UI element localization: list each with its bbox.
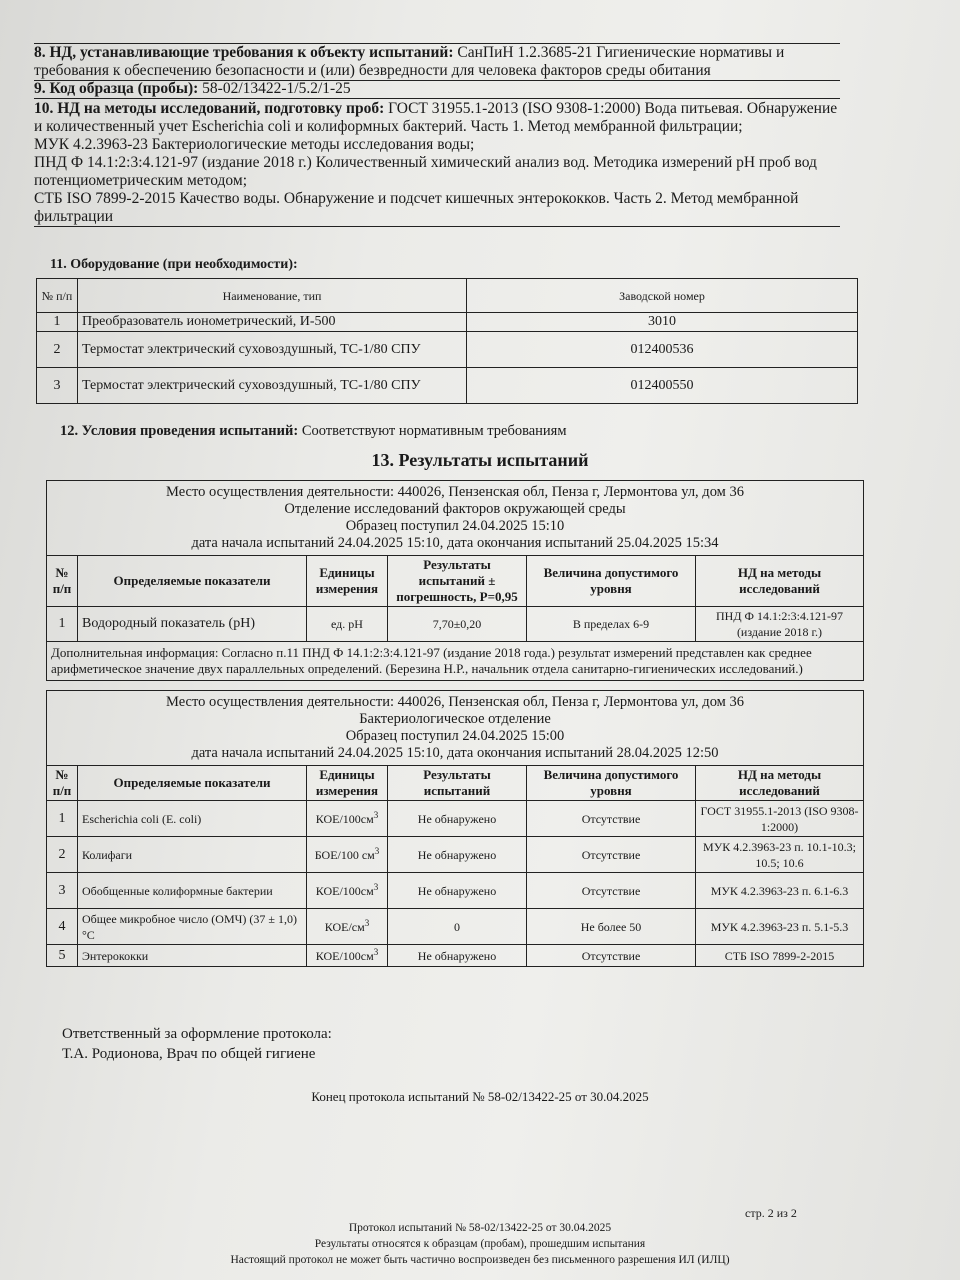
results-title: 13. Результаты испытаний	[371, 450, 589, 470]
results-table-bacteriology	[46, 690, 864, 967]
equipment-table	[36, 278, 858, 404]
footer-results-note: Результаты относятся к образцам (пробам), прошедшим испытания	[314, 1238, 646, 1250]
cell-result: Не обнаружено	[388, 837, 527, 873]
lab1-additional-info: Дополнительная информация: Согласно п.11 ПНД Ф 14.1:2:3:4.121-97 (издание 2018 года.) результат измерений представлен как среднее арифметическое значение двух параллельных определений. (Березина Н.Р., начальник отдела санитарно-гигиенических исследований.)	[47, 642, 864, 681]
cell-method: МУК 4.2.3963-23 п. 5.1-5.3	[696, 909, 864, 945]
section-10-text-3: ПНД Ф 14.1:2:3:4.121-97 (издание 2018 г.) Количественный химический анализ вод. Методика измерений pH проб вод потенциометрическим методом;	[34, 154, 817, 189]
cell-method: ГОСТ 31955.1-2013 (ISO 9308-1:2000)	[696, 801, 864, 837]
cell-num: 1	[47, 607, 78, 642]
responsible-person: Т.А. Родионова, Врач по общей гигиене	[62, 1046, 316, 1062]
table-row	[47, 909, 864, 945]
cell-result: Не обнаружено	[388, 945, 527, 967]
cell-result: Не обнаружено	[388, 873, 527, 909]
unit-superscript: 3	[364, 917, 370, 928]
cell-num: 2	[47, 837, 78, 873]
col-header-limit: Величина допустимого уровня	[527, 766, 696, 801]
lab1-department: Отделение исследований факторов окружающей среды	[284, 501, 626, 517]
unit-text: КОЕ/100см	[315, 883, 374, 898]
cell-serial: 3010	[467, 313, 858, 332]
section-9	[34, 80, 840, 99]
table-row	[47, 801, 864, 837]
section-12-label: 12. Условия проведения испытаний:	[60, 423, 299, 439]
cell-num: 1	[47, 801, 78, 837]
cell-limit: Не более 50	[527, 909, 696, 945]
sample-code: 58-02/13422-1/5.2/1-25	[202, 80, 351, 97]
equipment-header-row	[37, 279, 858, 313]
cell-serial: 012400536	[467, 332, 858, 368]
lab1-location: Место осуществления деятельности: 440026, Пензенская обл, Пенза г, Лермонтова ул, дом 36	[166, 484, 744, 500]
lab1-note-row	[47, 642, 864, 681]
cell-serial: 012400550	[467, 368, 858, 404]
cell-limit: В пределах 6-9	[527, 607, 696, 642]
unit-superscript: 3	[374, 845, 380, 856]
section-11-label	[50, 256, 856, 274]
cell-indicator: Обобщенные колиформные бактерии	[78, 873, 307, 909]
cell-name: Термостат электрический суховоздушный, ТС-1/80 СПУ	[78, 368, 467, 404]
unit-text: БОЕ/100 см	[314, 847, 375, 862]
col-header-method: НД на методы исследований	[696, 766, 864, 801]
col-header-serial: Заводской номер	[467, 279, 858, 313]
lab2-header	[47, 691, 864, 766]
col-header-indicator: Определяемые показатели	[78, 766, 307, 801]
cell-method: ПНД Ф 14.1:2:3:4.121-97 (издание 2018 г.)	[696, 607, 864, 642]
cell-limit: Отсутствие	[527, 801, 696, 837]
section-10-text-4: СТБ ISO 7899-2-2015 Качество воды. Обнаружение и подсчет кишечных энтерококков. Часть 2. Метод мембранной фильтрации	[34, 190, 799, 225]
unit-superscript: 3	[373, 809, 379, 820]
unit-text: КОЕ/100см	[315, 948, 374, 963]
footer-reproduction-note: Настоящий протокол не может быть частично воспроизведен без письменного разрешения ИЛ (ИЛЦ)	[230, 1254, 730, 1266]
cell-limit: Отсутствие	[527, 873, 696, 909]
lab2-location: Место осуществления деятельности: 440026, Пензенская обл, Пенза г, Лермонтова ул, дом 36	[166, 694, 744, 710]
section-8	[34, 43, 840, 81]
col-header-num: № п/п	[37, 279, 78, 313]
lab1-info	[47, 481, 864, 556]
protocol-end-text: Конец протокола испытаний № 58-02/13422-25 от 30.04.2025	[311, 1089, 649, 1104]
col-header-unit: Единицы измерения	[307, 556, 388, 607]
cell-result: 0	[388, 909, 527, 945]
cell-indicator: Водородный показатель (pH)	[78, 607, 307, 642]
col-header-unit: Единицы измерения	[307, 766, 388, 801]
col-header-name: Наименование, тип	[78, 279, 467, 313]
cell-indicator: Энтерококки	[78, 945, 307, 967]
cell-limit: Отсутствие	[527, 837, 696, 873]
cell-num: 2	[37, 332, 78, 368]
unit-superscript: 3	[373, 946, 379, 957]
cell-num: 3	[47, 873, 78, 909]
cell-limit: Отсутствие	[527, 945, 696, 967]
cell-indicator: Общее микробное число (ОМЧ) (37 ± 1,0) °С	[78, 909, 307, 945]
cell-indicator: Колифаги	[78, 837, 307, 873]
cell-unit	[307, 909, 388, 945]
lab2-received: Образец поступил 24.04.2025 15:00	[345, 728, 565, 744]
unit-text: КОЕ/100см	[315, 811, 374, 826]
cell-indicator: Escherichia coli (E. coli)	[78, 801, 307, 837]
section-10-text-2: МУК 4.2.3963-23 Бактериологические методы исследования воды;	[34, 136, 475, 153]
cell-method: СТБ ISO 7899-2-2015	[696, 945, 864, 967]
table-row	[47, 837, 864, 873]
table-row	[47, 873, 864, 909]
lab2-dates: дата начала испытаний 24.04.2025 15:10, дата окончания испытаний 28.04.2025 12:50	[191, 745, 719, 761]
footer-protocol-number: Протокол испытаний № 58-02/13422-25 от 30.04.2025	[348, 1222, 612, 1234]
col-header-result: Результаты испытаний	[388, 766, 527, 801]
cell-num: 5	[47, 945, 78, 967]
col-header-indicator: Определяемые показатели	[78, 556, 307, 607]
cell-method: МУК 4.2.3963-23 п. 10.1-10.3; 10.5; 10.6	[696, 837, 864, 873]
table-row	[47, 607, 864, 642]
section-8-text: СанПиН 1.2.3685-21 Гигиенические нормативы и требования к обеспечению безопасности и (или) безвредности для человека факторов среды обитания	[34, 44, 785, 79]
page-number: стр. 2 из 2	[745, 1206, 797, 1220]
cell-num: 3	[37, 368, 78, 404]
col-header-num: № п/п	[47, 556, 78, 607]
col-header-limit: Величина допустимого уровня	[527, 556, 696, 607]
cell-unit: ед. pH	[307, 607, 388, 642]
unit-text: КОЕ/см	[324, 919, 365, 934]
section-10	[34, 100, 840, 227]
lab1-header	[47, 481, 864, 556]
cell-num: 1	[37, 313, 78, 332]
lab2-department: Бактериологическое отделение	[359, 711, 551, 727]
section-11-label-text: 11. Оборудование (при необходимости):	[50, 257, 298, 272]
cell-unit	[307, 837, 388, 873]
col-header-result: Результаты испытаний ± погрешность, Р=0,95	[388, 556, 527, 607]
cell-unit	[307, 873, 388, 909]
col-header-method: НД на методы исследований	[696, 556, 864, 607]
cell-name: Термостат электрический суховоздушный, ТС-1/80 СПУ	[78, 332, 467, 368]
lab1-received: Образец поступил 24.04.2025 15:10	[345, 518, 565, 534]
table-row	[37, 313, 858, 332]
lab2-info	[47, 691, 864, 766]
cell-num: 4	[47, 909, 78, 945]
unit-superscript: 3	[373, 881, 379, 892]
cell-method: МУК 4.2.3963-23 п. 6.1-6.3	[696, 873, 864, 909]
table-row	[47, 945, 864, 967]
responsible-block	[62, 1024, 868, 1064]
cell-unit	[307, 945, 388, 967]
lab2-column-headers	[47, 766, 864, 801]
section-10-text-1: ГОСТ 31955.1-2013 (ISO 9308-1:2000) Вода питьевая. Обнаружение и количественный учет Escherichia coli и колиформных бактерий. Часть 1. Метод мембранной фильтрации;	[34, 100, 838, 135]
col-header-num: № п/п	[47, 766, 78, 801]
cell-name: Преобразователь иономeтрический, И-500	[78, 313, 467, 332]
results-table-chemistry	[46, 480, 864, 681]
cell-result: 7,70±0,20	[388, 607, 527, 642]
cell-result: Не обнаружено	[388, 801, 527, 837]
section-12-text: Соответствуют нормативным требованиям	[301, 423, 567, 439]
section-10-label: 10. НД на методы исследований, подготовку проб:	[34, 100, 385, 117]
cell-unit	[307, 801, 388, 837]
responsible-label: Ответственный за оформление протокола:	[62, 1026, 332, 1042]
section-8-label: 8. НД, устанавливающие требования к объекту испытаний:	[34, 44, 454, 61]
table-row	[37, 332, 858, 368]
section-9-label: 9. Код образца (пробы):	[34, 80, 199, 97]
table-row	[37, 368, 858, 404]
lab1-column-headers	[47, 556, 864, 607]
lab1-dates: дата начала испытаний 24.04.2025 15:10, дата окончания испытаний 25.04.2025 15:34	[191, 535, 719, 551]
section-12	[60, 422, 866, 440]
